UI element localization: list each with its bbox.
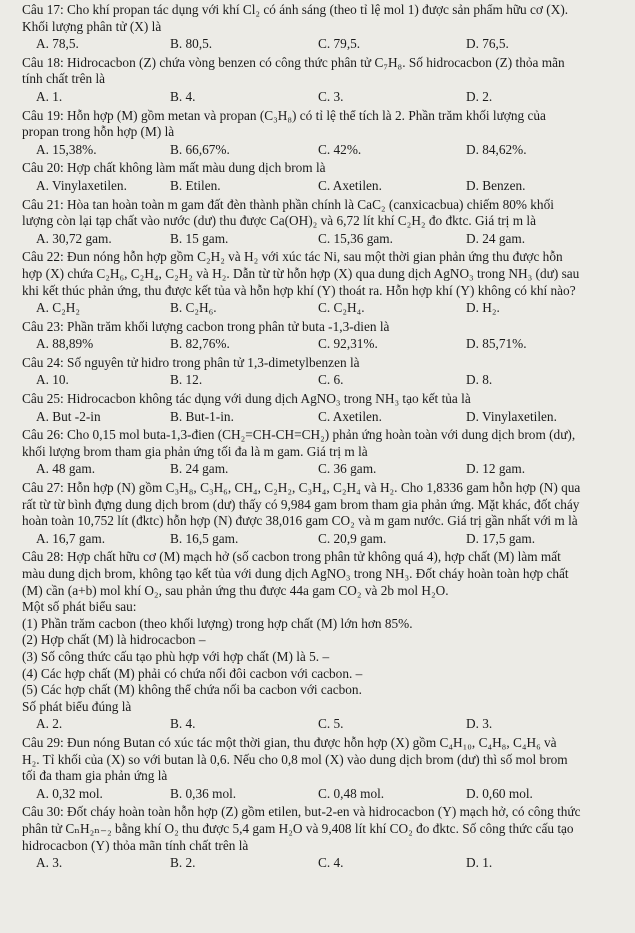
question-text-line: (3) Số công thức cấu tạo phù hợp với hợp chất (M) là 5. – (22, 648, 330, 664)
answer-option: A. 0,32 mol. (36, 785, 103, 801)
question-text-line: lượng còn lại tạp chất vào nước (dư) thu được Ca(OH)₂ và 6,72 lít khí C₂H₂ đo đktc. Giá trị m là (22, 213, 536, 229)
question-q18 (22, 55, 625, 106)
answer-option: B. 2. (170, 855, 196, 871)
question-text-line: Số phát biểu đúng là (22, 698, 132, 714)
question-text-line: Câu 20: Hợp chất không làm mất màu dung dịch brom là (22, 160, 326, 176)
answer-option: C. C₂H₄. (318, 300, 365, 316)
answer-option: A. 16,7 gam. (36, 530, 106, 546)
question-q24 (22, 355, 625, 389)
question-text-line: Câu 17: Cho khí propan tác dụng với khí Cl₂ có ánh sáng (theo tỉ lệ mol 1) được sản phẩm hữu cơ (X). (22, 2, 569, 17)
question-q23 (22, 319, 625, 353)
answer-option: A. 10. (36, 372, 69, 388)
question-q30 (22, 804, 625, 871)
answer-option: B. C₂H₆. (170, 300, 217, 316)
answer-option: C. 36 gam. (318, 461, 377, 477)
question-text-line: Câu 19: Hỗn hợp (M) gồm metan và propan (C₃H₈) có tỉ lệ thể tích là 2. Phần trăm khối lượng của (22, 107, 546, 123)
answer-options (22, 786, 625, 803)
answer-options (22, 531, 625, 548)
answer-options (22, 36, 625, 53)
answer-options (22, 178, 625, 195)
question-text-line: Câu 24: Số nguyên tử hidro trong phân tử 1,3-dimetylbenzen là (22, 354, 360, 370)
answer-option: C. Axetilen. (318, 177, 382, 193)
question-text-line: hoàn toàn 10,752 lít (đktc) hỗn hợp (N) được 38,016 gam CO₂ và m gam nước. Giá trị gần nhất với m là (22, 513, 578, 529)
answer-options (22, 89, 625, 106)
answer-option: B. 0,36 mol. (170, 785, 237, 801)
question-q21 (22, 197, 625, 248)
answer-option: D. 0,60 mol. (466, 785, 533, 801)
answer-option: D. 12 gam. (466, 461, 526, 477)
question-text-line: Câu 28: Hợp chất hữu cơ (M) mạch hở (số cacbon trong phân tử không quá 4), hợp chất (M) làm mất (22, 549, 561, 565)
question-q29 (22, 735, 625, 802)
question-text-line: (M) cần (a+b) mol khí O₂, sau phản ứng thu được 44a gam CO₂ và 2b mol H₂O. (22, 582, 449, 598)
question-text-line: (2) Hợp chất (M) là hidrocacbon – (22, 632, 206, 648)
question-q28 (22, 549, 625, 733)
answer-option: B. 4. (170, 88, 196, 104)
answer-option: D. 85,71%. (466, 336, 527, 352)
answer-option: C. 92,31%. (318, 336, 378, 352)
question-text-line: màu dung dịch brom, không tạo kết tủa với dung dịch AgNO₃ trong NH₃. Đốt cháy hoàn toàn hợp chất (22, 566, 569, 581)
answer-option: A. But -2-in (36, 408, 101, 424)
answer-options (22, 336, 625, 353)
answer-option: B. 80,5. (170, 36, 213, 52)
answer-option: D. 3. (466, 716, 493, 732)
answer-option: B. 15 gam. (170, 230, 229, 246)
question-text-line: phân tử CₙH₂ₙ₋₂ bằng khí O₂ thu được 5,4 gam H₂O và 9,408 lít khí CO₂ đo đktc. Số công thức cấu tạo (22, 820, 574, 836)
answer-option: C. 3. (318, 88, 344, 104)
question-q20 (22, 160, 625, 194)
question-q27 (22, 480, 625, 547)
question-text-line: Câu 18: Hidrocacbon (Z) chứa vòng benzen có công thức phân tử C₇H₈. Số hidrocacbon (Z) thỏa mãn (22, 54, 565, 70)
answer-options (22, 300, 625, 317)
answer-options (22, 855, 625, 872)
answer-option: B. 16,5 gam. (170, 530, 239, 546)
answer-option: B. 82,76%. (170, 336, 230, 352)
answer-option: C. 6. (318, 372, 344, 388)
answer-option: C. 20,9 gam. (318, 530, 387, 546)
question-text-line: tối đa tham gia phản ứng là (22, 768, 168, 784)
answer-options (22, 231, 625, 248)
answer-option: D. 1. (466, 855, 493, 871)
question-text-line: tính chất trên là (22, 71, 106, 87)
answer-options (22, 716, 625, 733)
question-text-line: Câu 27: Hỗn hợp (N) gồm C₃H₈, C₃H₆, CH₄, C₂H₂, C₃H₄, C₂H₄ và H₂. Cho 1,8336 gam hỗn hợp (N) qua (22, 480, 581, 496)
question-text-line: Câu 25: Hidrocacbon không tác dụng với dung dịch AgNO₃ trong NH₃ tạo kết tủa là (22, 391, 471, 407)
answer-option: C. 79,5. (318, 36, 361, 52)
answer-option: B. 12. (170, 372, 203, 388)
answer-option: D. H₂. (466, 300, 500, 316)
answer-option: A. 2. (36, 716, 63, 732)
question-text-line: propan trong hỗn hợp (M) là (22, 124, 175, 140)
answer-option: D. 84,62%. (466, 141, 527, 157)
question-q22 (22, 249, 625, 316)
answer-option: A. 15,38%. (36, 141, 97, 157)
answer-options (22, 372, 625, 389)
answer-option: C. 42%. (318, 141, 362, 157)
answer-option: D. 24 gam. (466, 230, 526, 246)
answer-option: B. 66,67%. (170, 141, 230, 157)
answer-option: D. Vinylaxetilen. (466, 408, 557, 424)
answer-option: A. 88,89% (36, 336, 94, 352)
answer-option: D. 8. (466, 372, 493, 388)
question-text-line: Câu 26: Cho 0,15 mol buta-1,3-đien (CH₂=CH-CH=CH₂) phản ứng hoàn toàn với dung dịch brom (dư), (22, 427, 576, 443)
question-text-line: H₂. Tỉ khối của (X) so với butan là 0,6. Nếu cho 0,8 mol (X) vào dung dịch brom (dư) thì số mol brom (22, 751, 568, 767)
question-text-line: Câu 30: Đốt cháy hoàn toàn hỗn hợp (Z) gồm etilen, but-2-en và hidrocacbon (Y) mạch hở, có công thức (22, 804, 581, 820)
answer-option: A. Vinylaxetilen. (36, 177, 127, 193)
question-text-line: rất từ từ bình đựng dung dịch brom (dư) thấy có 9,984 gam brom tham gia phản ứng. Mặt khác, đốt cháy (22, 496, 580, 512)
answer-option: A. 78,5. (36, 36, 79, 52)
question-text-line: hợp (X) chứa C₂H₆, C₂H₄, C₂H₂ và H₂. Dẫn từ từ hỗn hợp (X) qua dung dịch AgNO₃ trong NH₃ (dư) sau (22, 265, 580, 281)
answer-options (22, 409, 625, 426)
answer-option: C. 15,36 gam. (318, 230, 393, 246)
answer-option: D. 76,5. (466, 36, 509, 52)
answer-option: C. Axetilen. (318, 408, 382, 424)
question-text-line: hidrocacbon (Y) thỏa mãn tính chất trên là (22, 837, 249, 853)
question-text-line: Câu 29: Đun nóng Butan có xúc tác một thời gian, thu được hỗn hợp (X) gồm C₄H₁₀, C₄H₈, C₄H₆ và (22, 734, 557, 750)
question-text-line: Khối lượng phân tử (X) là (22, 18, 162, 34)
answer-option: B. But-1-in. (170, 408, 234, 424)
question-q26 (22, 427, 625, 478)
answer-option: D. 17,5 gam. (466, 530, 536, 546)
question-q25 (22, 391, 625, 425)
answer-option: A. 30,72 gam. (36, 230, 112, 246)
question-text-line: (4) Các hợp chất (M) phải có chứa nối đôi cacbon với cacbon. – (22, 665, 363, 681)
question-q17 (22, 2, 625, 53)
question-text-line: (5) Các hợp chất (M) không thể chứa nối ba cacbon với cacbon. (22, 682, 362, 698)
answer-option: C. 0,48 mol. (318, 785, 385, 801)
answer-option: D. 2. (466, 88, 493, 104)
answer-options (22, 142, 625, 159)
answer-option: B. 4. (170, 716, 196, 732)
answer-option: A. 48 gam. (36, 461, 96, 477)
answer-option: A. 3. (36, 855, 63, 871)
answer-option: B. Etilen. (170, 177, 221, 193)
answer-option: C. 4. (318, 855, 344, 871)
answer-option: B. 24 gam. (170, 461, 229, 477)
question-text-line: khi kết thúc phản ứng, thu được kết tủa và hỗn hợp khí (Y) thoát ra. Hỗn hợp khí (Y) không có khí nào? (22, 282, 576, 298)
question-text-line: Câu 23: Phần trăm khối lượng cacbon trong phân tử buta -1,3-dien là (22, 318, 390, 334)
question-text-line: (1) Phần trăm cacbon (theo khối lượng) trong hợp chất (M) lớn hơn 85%. (22, 615, 413, 631)
question-text-line: Câu 22: Đun nóng hỗn hợp gồm C₂H₂ và H₂ với xúc tác Ni, sau một thời gian phản ứng thu được hỗn (22, 249, 563, 265)
question-text-line: Một số phát biểu sau: (22, 599, 137, 615)
answer-option: C. 5. (318, 716, 344, 732)
answer-option: A. C₂H₂ (36, 300, 80, 316)
answer-options (22, 461, 625, 478)
question-text-line: khối lượng brom tham gia phản ứng tối đa là m gam. Giá trị m là (22, 443, 368, 459)
question-q19 (22, 108, 625, 159)
answer-option: D. Benzen. (466, 177, 526, 193)
question-text-line: Câu 21: Hòa tan hoàn toàn m gam đất đèn thành phần chính là CaC₂ (canxicacbua) chiếm 80% khối (22, 196, 554, 212)
answer-option: A. 1. (36, 88, 63, 104)
